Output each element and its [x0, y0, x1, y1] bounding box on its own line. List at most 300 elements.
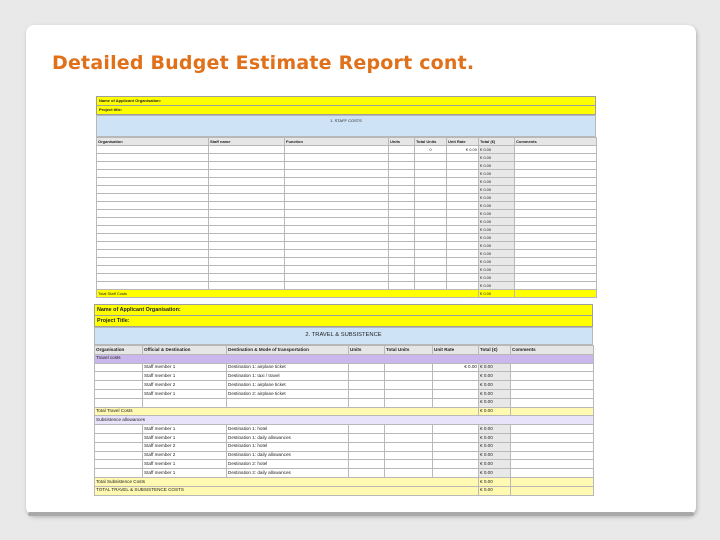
- table-cell: Destination 2: daily allowances: [227, 469, 349, 478]
- table-cell: [415, 170, 447, 178]
- table-header-row: [95, 346, 594, 355]
- column-header: Total Units: [385, 346, 433, 355]
- table-row: [95, 372, 594, 381]
- table-cell: [97, 234, 209, 242]
- table-cell: [349, 433, 385, 442]
- table-cell: [285, 210, 389, 218]
- table-row: [97, 282, 597, 290]
- table-cell: [143, 398, 227, 407]
- table-cell: [285, 202, 389, 210]
- table-row: [95, 363, 594, 372]
- row-total-cell: € 0.00: [479, 186, 515, 194]
- table-cell: [349, 442, 385, 451]
- table-cell: [433, 433, 479, 442]
- table-cell: [447, 250, 479, 258]
- subtotal-value: € 0.00: [479, 407, 511, 416]
- table-cell: [511, 389, 594, 398]
- table-cell: [95, 451, 143, 460]
- table-cell: [285, 250, 389, 258]
- table-cell: [433, 372, 479, 381]
- table-cell: [209, 218, 285, 226]
- table-cell: [515, 210, 597, 218]
- table-cell: [515, 258, 597, 266]
- table-cell: [97, 274, 209, 282]
- slide-bottom-bar: [28, 512, 694, 516]
- table-cell: [389, 178, 415, 186]
- table-cell: [95, 460, 143, 469]
- table-cell: [385, 372, 433, 381]
- table-row: [95, 442, 594, 451]
- table-row: [95, 381, 594, 390]
- table-cell: [349, 460, 385, 469]
- table-cell: [209, 154, 285, 162]
- table-cell: [285, 154, 389, 162]
- table-cell: [349, 425, 385, 434]
- table-cell: [349, 381, 385, 390]
- table-cell: [97, 202, 209, 210]
- table-cell: [511, 433, 594, 442]
- table-cell: [385, 398, 433, 407]
- table-cell: [97, 178, 209, 186]
- table-cell: Staff member 1: [143, 389, 227, 398]
- table-cell: [515, 266, 597, 274]
- column-header: Comments: [515, 138, 597, 146]
- subtotal-label: Total Travel Costs: [95, 407, 479, 416]
- table-cell: [515, 194, 597, 202]
- table-cell: [415, 242, 447, 250]
- table-cell: [515, 186, 597, 194]
- table-cell: [511, 477, 594, 486]
- table-cell: [97, 250, 209, 258]
- table-cell: [515, 146, 597, 154]
- table-row: [97, 154, 597, 162]
- table-cell: [447, 218, 479, 226]
- travel-subsistence-sheet: [94, 304, 593, 496]
- table-cell: [415, 202, 447, 210]
- table-cell: [433, 442, 479, 451]
- table-cell: [95, 389, 143, 398]
- row-total-cell: € 0.00: [479, 154, 515, 162]
- table-cell: [511, 460, 594, 469]
- grand-total-value: € 0.00: [479, 486, 511, 495]
- table-cell: [97, 194, 209, 202]
- table-cell: [389, 146, 415, 154]
- table-cell: [285, 226, 389, 234]
- table-cell: [389, 170, 415, 178]
- table-cell: [433, 381, 479, 390]
- staff-costs-table: [96, 137, 597, 298]
- row-total-cell: € 0.00: [479, 274, 515, 282]
- table-cell: [515, 274, 597, 282]
- table-cell: [389, 162, 415, 170]
- table-cell: Destination 1: daily allowances: [227, 451, 349, 460]
- table-cell: [515, 154, 597, 162]
- table-cell: [95, 442, 143, 451]
- table-row: [95, 469, 594, 478]
- table-cell: Destination 2: hotel: [227, 460, 349, 469]
- table-cell: [415, 194, 447, 202]
- table-cell: [285, 234, 389, 242]
- row-total-cell: € 0.00: [479, 210, 515, 218]
- group-label: Travel costs: [95, 354, 594, 363]
- column-header: Destination & Mode of transportation: [227, 346, 349, 355]
- table-cell: [97, 282, 209, 290]
- table-cell: [447, 266, 479, 274]
- table-cell: [349, 469, 385, 478]
- table-cell: [385, 425, 433, 434]
- table-cell: [97, 210, 209, 218]
- table-cell: [95, 433, 143, 442]
- table-cell: [97, 258, 209, 266]
- table-cell: [349, 451, 385, 460]
- table-cell: [95, 469, 143, 478]
- column-header: Total (€): [479, 138, 515, 146]
- table-row: [97, 162, 597, 170]
- row-total-cell: € 0.00: [479, 451, 511, 460]
- row-total-cell: € 0.00: [479, 226, 515, 234]
- table-row: [95, 389, 594, 398]
- table-cell: [97, 154, 209, 162]
- row-total-cell: € 0.00: [479, 250, 515, 258]
- table-cell: [447, 170, 479, 178]
- table-row: [97, 226, 597, 234]
- table-cell: Staff member 1: [143, 363, 227, 372]
- column-header: Total (€): [479, 346, 511, 355]
- table-cell: [97, 242, 209, 250]
- table-cell: [389, 154, 415, 162]
- table-cell: [415, 274, 447, 282]
- total-row: [97, 290, 597, 298]
- table-cell: Staff member 2: [143, 442, 227, 451]
- subtotal-label: Total Subsistence Costs: [95, 477, 479, 486]
- total-label: Total Staff Costs: [97, 290, 479, 298]
- table-cell: [389, 202, 415, 210]
- column-header: Organisation: [95, 346, 143, 355]
- table-cell: [95, 398, 143, 407]
- table-row: [97, 242, 597, 250]
- table-cell: [515, 170, 597, 178]
- table-cell: [415, 282, 447, 290]
- table-cell: Staff member 1: [143, 469, 227, 478]
- table-cell: [515, 162, 597, 170]
- table-cell: [433, 451, 479, 460]
- table-cell: [97, 266, 209, 274]
- table-cell: [285, 218, 389, 226]
- group-header-row: [95, 354, 594, 363]
- table-cell: [511, 363, 594, 372]
- table-cell: [511, 469, 594, 478]
- total-value: € 0.00: [479, 290, 515, 298]
- table-cell: [95, 372, 143, 381]
- column-header: Function: [285, 138, 389, 146]
- subtotal-row: [95, 407, 594, 416]
- staff-costs-sheet: [96, 96, 596, 298]
- table-cell: [515, 250, 597, 258]
- table-cell: Staff member 2: [143, 381, 227, 390]
- row-total-cell: € 0.00: [479, 363, 511, 372]
- table-cell: [415, 266, 447, 274]
- column-header: Total Units: [415, 138, 447, 146]
- table-cell: [385, 442, 433, 451]
- table-cell: [389, 226, 415, 234]
- column-header: Unit Rate: [447, 138, 479, 146]
- table-cell: [349, 389, 385, 398]
- project-title-label: Project Title:: [94, 316, 593, 327]
- table-cell: [415, 258, 447, 266]
- table-cell: Staff member 1: [143, 372, 227, 381]
- table-cell: [209, 266, 285, 274]
- table-cell: [285, 274, 389, 282]
- table-cell: 0: [415, 146, 447, 154]
- table-cell: [385, 433, 433, 442]
- table-cell: [447, 226, 479, 234]
- row-total-cell: € 0.00: [479, 234, 515, 242]
- org-name-label: Name of Applicant Organisation:: [96, 96, 596, 106]
- row-total-cell: € 0.00: [479, 442, 511, 451]
- table-cell: [349, 363, 385, 372]
- table-cell: [515, 234, 597, 242]
- table-cell: [349, 398, 385, 407]
- table-cell: [447, 202, 479, 210]
- table-cell: [447, 154, 479, 162]
- table-cell: Destination 1: airplane ticket: [227, 381, 349, 390]
- table-cell: [511, 425, 594, 434]
- table-cell: [285, 242, 389, 250]
- table-cell: € 0.00: [433, 363, 479, 372]
- table-cell: [385, 381, 433, 390]
- table-row: [95, 425, 594, 434]
- table-cell: [511, 442, 594, 451]
- row-total-cell: € 0.00: [479, 282, 515, 290]
- row-total-cell: € 0.00: [479, 242, 515, 250]
- table-cell: [511, 451, 594, 460]
- row-total-cell: € 0.00: [479, 218, 515, 226]
- table-cell: [285, 282, 389, 290]
- table-cell: [349, 372, 385, 381]
- table-cell: [285, 258, 389, 266]
- table-row: [95, 433, 594, 442]
- table-cell: [511, 486, 594, 495]
- table-row: [97, 194, 597, 202]
- table-cell: [433, 398, 479, 407]
- table-cell: [209, 242, 285, 250]
- row-total-cell: € 0.00: [479, 258, 515, 266]
- table-cell: [515, 178, 597, 186]
- column-header: Units: [389, 138, 415, 146]
- row-total-cell: € 0.00: [479, 398, 511, 407]
- table-row: [97, 274, 597, 282]
- row-total-cell: € 0.00: [479, 266, 515, 274]
- table-cell: [447, 186, 479, 194]
- table-row: [95, 460, 594, 469]
- table-cell: [511, 407, 594, 416]
- table-cell: [415, 178, 447, 186]
- row-total-cell: € 0.00: [479, 372, 511, 381]
- table-cell: [209, 274, 285, 282]
- table-cell: [415, 218, 447, 226]
- table-row: [97, 146, 597, 154]
- table-cell: [385, 469, 433, 478]
- table-cell: [209, 210, 285, 218]
- row-total-cell: € 0.00: [479, 460, 511, 469]
- table-cell: [389, 186, 415, 194]
- table-cell: [511, 381, 594, 390]
- table-cell: [209, 178, 285, 186]
- table-cell: [389, 234, 415, 242]
- table-cell: [447, 178, 479, 186]
- table-row: [97, 266, 597, 274]
- column-header: Comments: [511, 346, 594, 355]
- table-cell: [285, 178, 389, 186]
- row-total-cell: € 0.00: [479, 170, 515, 178]
- column-header: Official & Destination: [143, 346, 227, 355]
- table-cell: [515, 282, 597, 290]
- subtotal-value: € 0.00: [479, 477, 511, 486]
- table-row: [97, 218, 597, 226]
- table-cell: [515, 242, 597, 250]
- table-cell: € 0.00: [447, 146, 479, 154]
- column-header: Staff name: [209, 138, 285, 146]
- table-cell: [515, 290, 597, 298]
- table-cell: Destination 1: taxi / travel: [227, 372, 349, 381]
- table-cell: [415, 210, 447, 218]
- column-header: Units: [349, 346, 385, 355]
- table-cell: [433, 425, 479, 434]
- table-cell: [209, 258, 285, 266]
- slide-title: Detailed Budget Estimate Report cont.: [52, 52, 475, 74]
- table-cell: Staff member 1: [143, 460, 227, 469]
- group-header-row: [95, 416, 594, 425]
- table-cell: [385, 363, 433, 372]
- table-cell: [389, 210, 415, 218]
- column-header: Organisation: [97, 138, 209, 146]
- table-cell: [389, 258, 415, 266]
- table-cell: Destination 1: daily allowances: [227, 433, 349, 442]
- table-cell: Staff member 1: [143, 425, 227, 434]
- row-total-cell: € 0.00: [479, 425, 511, 434]
- section-heading: 1. STAFF COSTS: [96, 115, 596, 137]
- row-total-cell: € 0.00: [479, 146, 515, 154]
- table-cell: Destination 2: airplane ticket: [227, 389, 349, 398]
- group-label: Subsistence allowances: [95, 416, 594, 425]
- table-row: [97, 186, 597, 194]
- table-cell: [415, 234, 447, 242]
- table-row: [97, 234, 597, 242]
- table-cell: [209, 250, 285, 258]
- table-cell: [389, 194, 415, 202]
- row-total-cell: € 0.00: [479, 469, 511, 478]
- table-cell: [209, 234, 285, 242]
- table-cell: [433, 460, 479, 469]
- table-cell: [415, 162, 447, 170]
- table-cell: [447, 234, 479, 242]
- row-total-cell: € 0.00: [479, 202, 515, 210]
- table-cell: [285, 266, 389, 274]
- table-cell: [447, 274, 479, 282]
- org-name-label: Name of Applicant Organisation:: [94, 304, 593, 316]
- table-cell: [389, 218, 415, 226]
- table-cell: [285, 162, 389, 170]
- table-cell: [97, 186, 209, 194]
- table-row: [97, 202, 597, 210]
- table-cell: [447, 282, 479, 290]
- table-cell: [415, 226, 447, 234]
- table-cell: [511, 372, 594, 381]
- table-cell: [389, 266, 415, 274]
- table-cell: [97, 146, 209, 154]
- table-row: [97, 210, 597, 218]
- table-row: [97, 258, 597, 266]
- table-cell: [209, 194, 285, 202]
- table-cell: [209, 282, 285, 290]
- table-cell: [285, 186, 389, 194]
- table-cell: [95, 425, 143, 434]
- table-cell: [97, 218, 209, 226]
- table-cell: [209, 170, 285, 178]
- table-cell: [209, 162, 285, 170]
- table-cell: [209, 146, 285, 154]
- row-total-cell: € 0.00: [479, 178, 515, 186]
- table-cell: [385, 460, 433, 469]
- table-cell: [515, 218, 597, 226]
- table-cell: [209, 226, 285, 234]
- table-header-row: [97, 138, 597, 146]
- table-cell: [515, 202, 597, 210]
- table-cell: [515, 226, 597, 234]
- table-cell: [433, 389, 479, 398]
- row-total-cell: € 0.00: [479, 194, 515, 202]
- row-total-cell: € 0.00: [479, 162, 515, 170]
- table-cell: [209, 186, 285, 194]
- table-cell: [389, 250, 415, 258]
- table-cell: [447, 210, 479, 218]
- table-row: [97, 170, 597, 178]
- table-cell: Destination 1: hotel: [227, 442, 349, 451]
- row-total-cell: € 0.00: [479, 433, 511, 442]
- table-row: [95, 398, 594, 407]
- travel-subsistence-table: [94, 345, 594, 496]
- table-cell: [285, 170, 389, 178]
- section-heading: 2. TRAVEL & SUBSISTENCE: [94, 327, 593, 345]
- table-cell: [95, 381, 143, 390]
- table-cell: [447, 194, 479, 202]
- table-cell: [227, 398, 349, 407]
- row-total-cell: € 0.00: [479, 381, 511, 390]
- project-title-label: Project title:: [96, 106, 596, 115]
- table-cell: [97, 226, 209, 234]
- table-row: [97, 178, 597, 186]
- table-cell: [97, 162, 209, 170]
- table-cell: [415, 250, 447, 258]
- table-cell: [415, 186, 447, 194]
- table-row: [97, 250, 597, 258]
- table-cell: [511, 398, 594, 407]
- table-cell: Destination 1: airplane ticket: [227, 363, 349, 372]
- table-cell: [447, 242, 479, 250]
- grand-total-row: [95, 486, 594, 495]
- grand-total-label: TOTAL TRAVEL & SUBSISTENCE COSTS: [95, 486, 479, 495]
- row-total-cell: € 0.00: [479, 389, 511, 398]
- table-cell: Staff member 2: [143, 451, 227, 460]
- table-cell: [385, 451, 433, 460]
- table-cell: Destination 1: hotel: [227, 425, 349, 434]
- table-cell: Staff member 1: [143, 433, 227, 442]
- table-row: [95, 451, 594, 460]
- table-cell: [97, 170, 209, 178]
- subtotal-row: [95, 477, 594, 486]
- table-cell: [209, 202, 285, 210]
- table-cell: [95, 363, 143, 372]
